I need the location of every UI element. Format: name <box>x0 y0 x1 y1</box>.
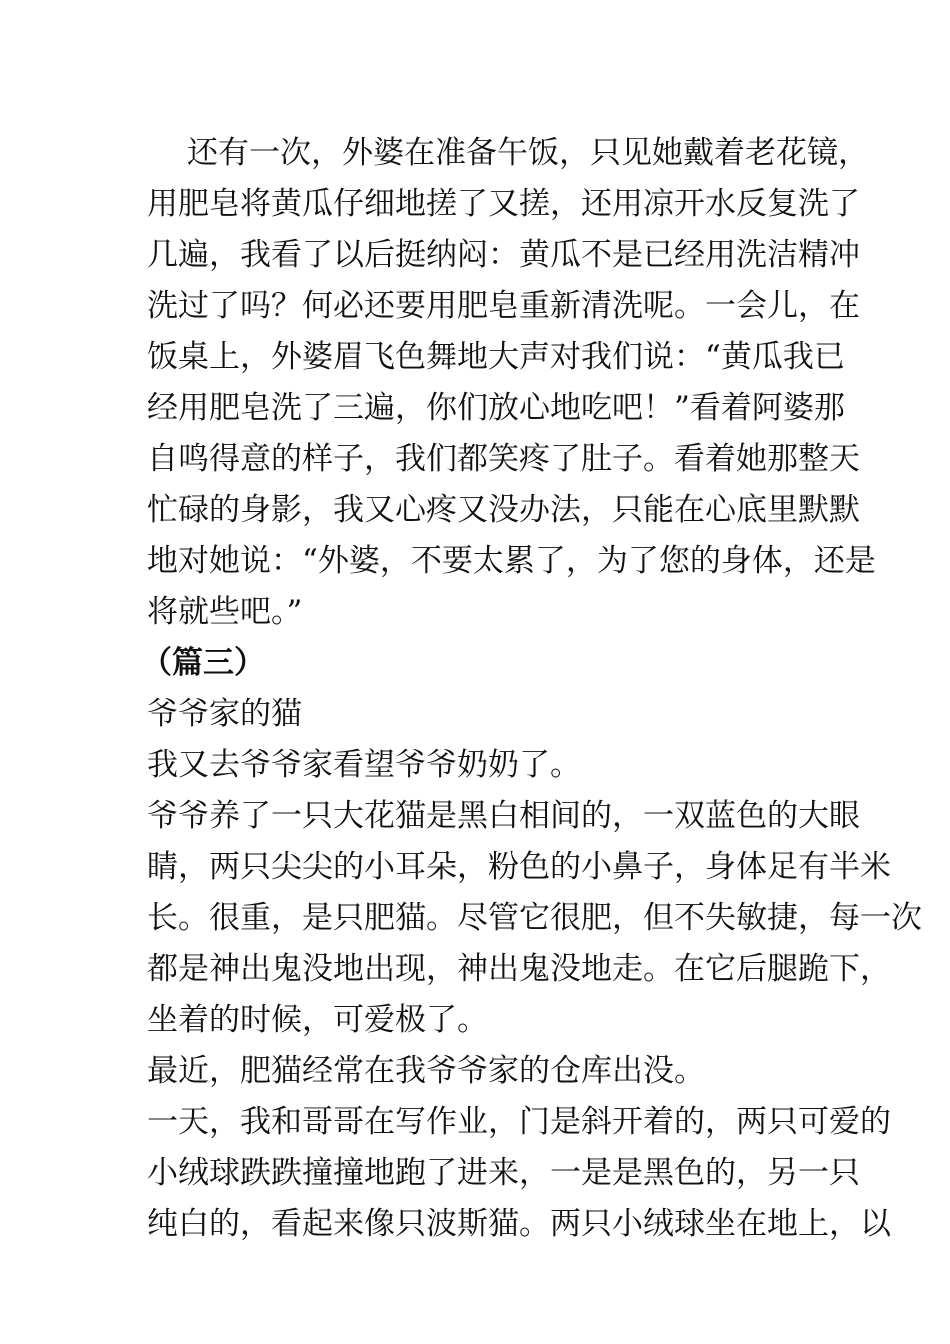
paragraph-grandma-cucumber <box>147 128 876 638</box>
document-body <box>141 128 922 1250</box>
paragraph-cat-description <box>147 791 922 1046</box>
paragraph-kittens <box>147 1097 891 1250</box>
text-line: 几遍，我看了以后挺纳闷：黄瓜不是已经用洗洁精冲 <box>147 237 860 273</box>
text-line: 爷爷养了一只大花猫是黑白相间的，一双蓝色的大眼 <box>147 798 860 834</box>
text-line: 还有一次，外婆在准备午饭，只见她戴着老花镜， <box>187 135 869 171</box>
text-line: 地对她说：“外婆，不要太累了，为了您的身体，还是 <box>147 543 876 579</box>
text-line: 纯白的，看起来像只波斯猫。两只小绒球坐在地上，以 <box>147 1206 891 1242</box>
text-line: 小绒球跌跌撞撞地跑了进来，一是是黑色的，另一只 <box>147 1155 860 1191</box>
text-line: 饭桌上，外婆眉飞色舞地大声对我们说：“黄瓜我已 <box>147 339 845 375</box>
essay-title: 爷爷家的猫 <box>147 696 302 732</box>
text-line: 忙碌的身影，我又心疼又没办法，只能在心底里默默 <box>147 492 860 528</box>
section-heading: （篇三） <box>141 645 265 681</box>
text-line: 将就些吧。” <box>147 594 303 630</box>
paragraph-warehouse: 最近，肥猫经常在我爷爷家的仓库出没。 <box>147 1053 705 1089</box>
text-line: 自鸣得意的样子，我们都笑疼了肚子。看着她那整天 <box>147 441 860 477</box>
text-line: 一天，我和哥哥在写作业，门是斜开着的，两只可爱的 <box>147 1104 891 1140</box>
text-line: 长。很重，是只肥猫。尽管它很肥，但不失敏捷，每一次 <box>147 900 922 936</box>
text-line: 洗过了吗？何必还要用肥皂重新清洗呢。一会儿，在 <box>147 288 860 324</box>
paragraph-visit: 我又去爷爷家看望爷爷奶奶了。 <box>147 747 581 783</box>
text-line: 用肥皂将黄瓜仔细地搓了又搓，还用凉开水反复洗了 <box>147 186 860 222</box>
text-line: 睛，两只尖尖的小耳朵，粉色的小鼻子，身体足有半米 <box>147 849 891 885</box>
text-line: 坐着的时候，可爱极了。 <box>147 1002 488 1038</box>
text-line: 都是神出鬼没地出现，神出鬼没地走。在它后腿跪下， <box>147 951 891 987</box>
text-line: 经用肥皂洗了三遍，你们放心地吃吧！”看着阿婆那 <box>147 390 845 426</box>
